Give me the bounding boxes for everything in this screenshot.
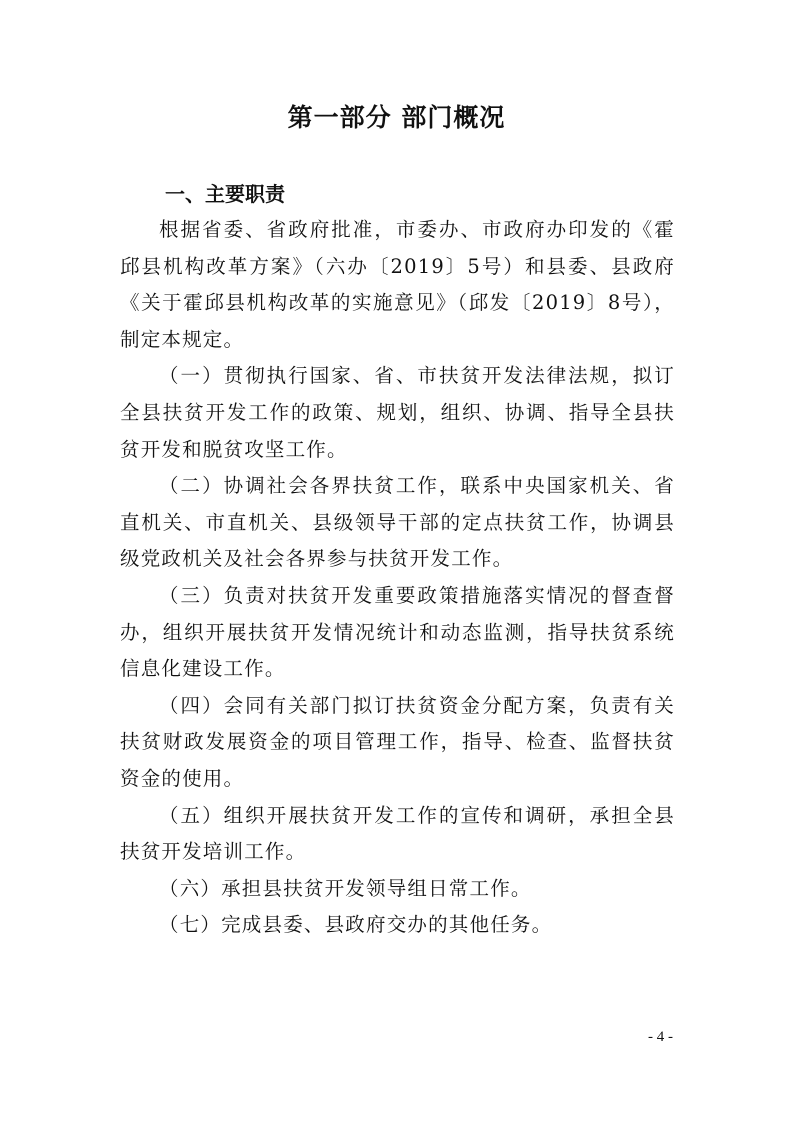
paragraph-item-6: （六）承担县扶贫开发领导组日常工作。 [159,876,532,900]
paragraph-item-1: （一）贯彻执行国家、省、市扶贫开发法律法规，拟订全县扶贫开发工作的政策、规划，组织、协调、指导全县扶贫开发和脱贫攻坚工作。 [120,364,675,461]
paragraph-intro: 根据省委、省政府批准，市委办、市政府办印发的《霍邱县机构改革方案》（六办〔2019〕5号）和县委、县政府《关于霍邱县机构改革的实施意见》（邱发〔2019〕8号），制定本规定。 [120,218,675,351]
page-number: - 4 - [648,1029,673,1045]
paragraph-item-5: （五）组织开展扶贫开发工作的宣传和调研，承担全县扶贫开发培训工作。 [120,803,675,864]
body-text [120,212,675,944]
paragraph-item-2: （二）协调社会各界扶贫工作，联系中央国家机关、省直机关、市直机关、县级领导干部的定点扶贫工作，协调县级党政机关及社会各界参与扶贫开发工作。 [120,474,675,571]
paragraph-item-3: （三）负责对扶贫开发重要政策措施落实情况的督查督办，组织开展扶贫开发情况统计和动态监测，指导扶贫系统信息化建设工作。 [120,583,675,681]
page-title: 第一部分 部门概况 [287,103,506,132]
paragraph-item-7: （七）完成县委、县政府交办的其他任务。 [159,913,553,937]
paragraph-item-4: （四）会同有关部门拟订扶贫资金分配方案，负责有关扶贫财政发展资金的项目管理工作，指导、检查、监督扶贫资金的使用。 [120,693,675,790]
section-heading: 一、主要职责 [165,182,285,206]
